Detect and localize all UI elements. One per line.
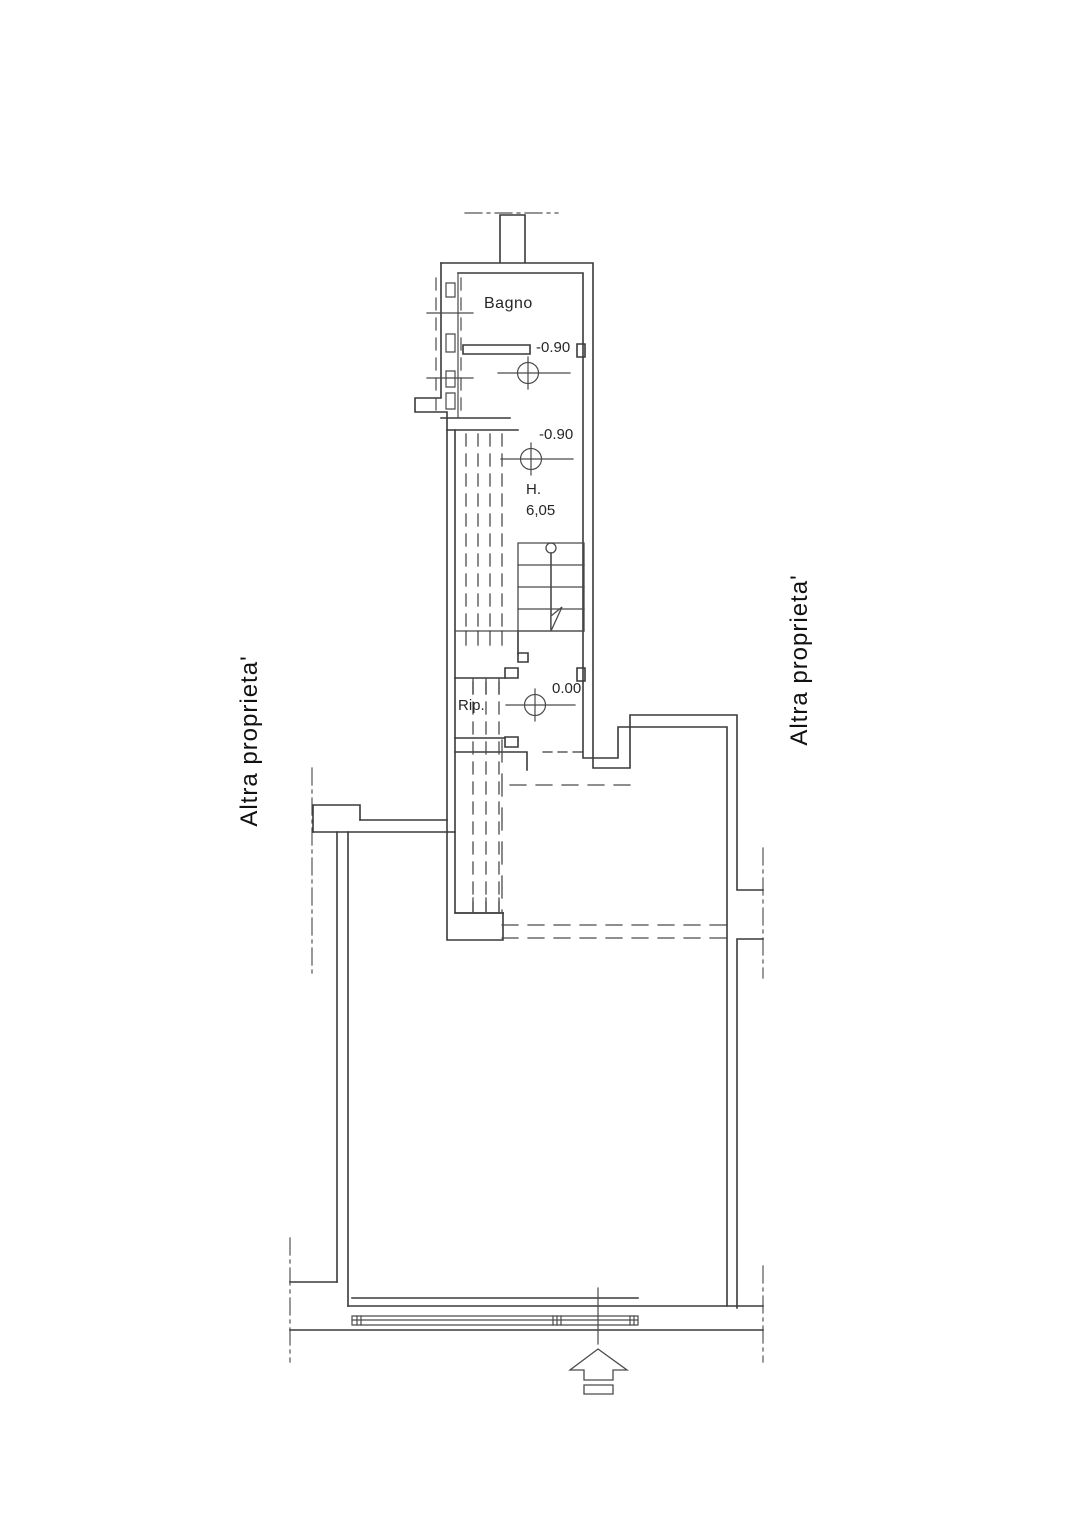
garage-left-wall [337,832,348,1306]
bathroom-level-label: -0.90 [536,339,571,356]
window-frame-2 [446,334,455,352]
property-boundary-lines [290,213,763,1362]
landing-notch [518,653,528,662]
left-pier [313,805,360,832]
upper-wing-walls [415,215,763,1308]
bathroom-label: Bagno [484,295,533,312]
lower-stair-dashed-treads [473,682,499,913]
arrow-outline [570,1349,627,1380]
height-value-label: 6,05 [526,502,556,519]
overhang-dashed-lines [502,785,727,938]
height-prefix-label: H. [526,481,541,498]
chimney-outline [500,215,525,262]
upper-stair-tread-ticks [466,631,502,645]
landing-level-label: -0.90 [539,426,574,443]
level-marker-bathroom [498,357,570,389]
entrance-arrow [570,1349,627,1394]
level-markers [498,357,575,721]
storage-label: Rip. [458,697,485,714]
stair-direction-start [546,543,556,553]
upper-stair-dashed-treads [466,434,502,631]
garage-top-wall [313,820,455,832]
left-property-label: Altra proprieta' [236,655,263,827]
storage-notch-bottom [505,737,518,747]
window-frame-1 [446,283,455,297]
stair-direction-arrowhead [551,607,562,631]
window-frame-3 [446,371,455,387]
bathroom-floor-wall [441,418,518,430]
inner-wall-left [455,430,503,913]
garage-door [352,1316,638,1325]
garage-walls [290,805,763,1330]
ground-level-label: 0.00 [552,680,582,697]
storage-notch-top [505,668,518,678]
upper-stair-flight [455,434,584,645]
bathroom-partition [463,345,530,354]
arrow-base [584,1385,613,1394]
right-property-label: Altra proprieta' [786,574,813,746]
wing-bottom-wall [455,752,527,770]
level-marker-landing [501,443,573,475]
window-frame-4 [446,393,455,409]
